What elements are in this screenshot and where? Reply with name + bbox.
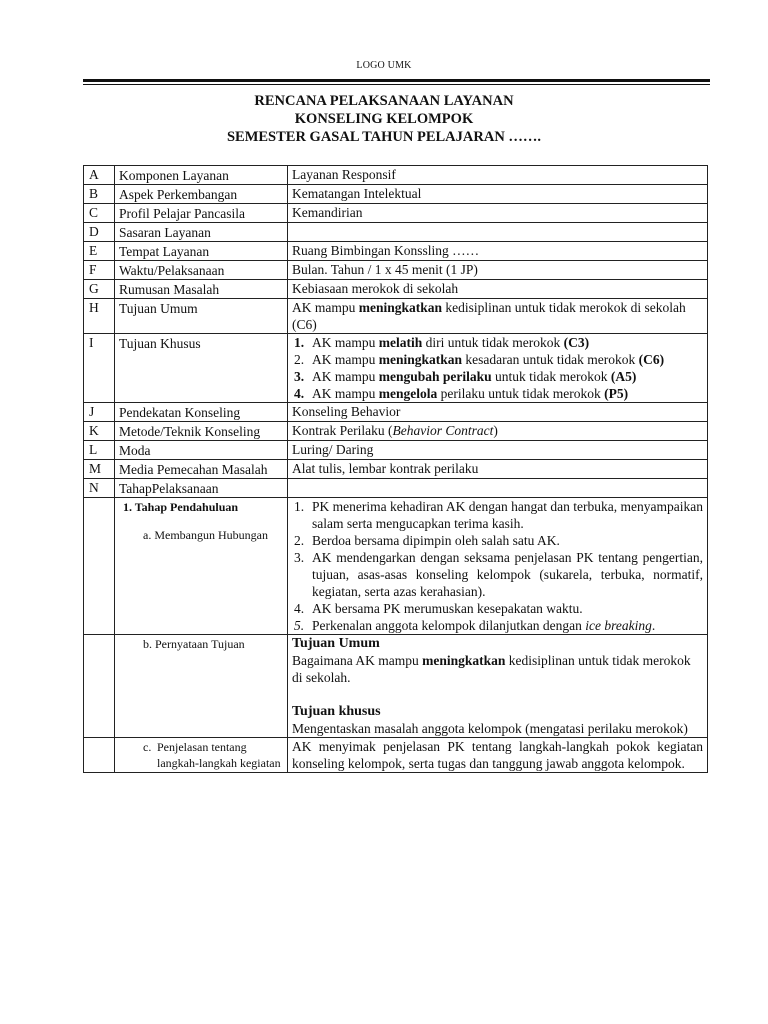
row-value: Kematangan Intelektual: [288, 185, 708, 204]
row-code: I: [84, 334, 115, 403]
table-row: [84, 166, 708, 185]
table-row: [84, 422, 708, 441]
tujuan-umum-value: [288, 299, 708, 334]
logo-placeholder: LOGO UMK: [356, 60, 412, 71]
table-row: [84, 334, 708, 403]
sub-prefix: c.: [143, 740, 152, 754]
stage-a-value: [288, 498, 708, 635]
row-label: TahapPelaksanaan: [115, 479, 288, 498]
row-code: C: [84, 204, 115, 223]
level-tag: (A5): [610, 369, 637, 384]
text-run-bold: meningkatkan: [378, 352, 463, 367]
text-run-bold: melatih: [378, 335, 423, 350]
stage-label-cell: [115, 635, 288, 738]
stage-b-value: [288, 635, 708, 738]
row-code: D: [84, 223, 115, 242]
item-number: 2.: [294, 533, 305, 548]
list-item: [292, 498, 703, 532]
row-code: E: [84, 242, 115, 261]
text-run: diri untuk tidak merokok: [422, 335, 564, 350]
row-code: A: [84, 166, 115, 185]
table-row: [84, 185, 708, 204]
stage-1-label: 1. Tahap Pendahuluan: [123, 500, 239, 514]
row-label: Rumusan Masalah: [115, 280, 288, 299]
document-title: [0, 92, 768, 146]
item-text: Perkenalan anggota kelompok dilanjutkan dengan: [312, 618, 586, 633]
table-row: [84, 441, 708, 460]
list-item: [292, 368, 703, 385]
table-row: [84, 242, 708, 261]
tujuan-umum-heading: Tujuan Umum: [292, 636, 380, 651]
row-value: Layanan Responsif: [288, 166, 708, 185]
level-tag: (C3): [563, 335, 590, 350]
text-run-italic: ice breaking: [585, 618, 652, 633]
text-run: AK mampu: [312, 369, 379, 384]
stage-a-list: [292, 498, 703, 634]
item-text: PK menerima kehadiran AK dengan hangat dan terbuka, menyampaikan salam serta mengucapkan terima kasih.: [312, 499, 703, 531]
row-value: Ruang Bimbingan Konssling ……: [288, 242, 708, 261]
item-number: 4.: [294, 386, 305, 401]
table-row: [84, 204, 708, 223]
item-number: 5.: [294, 618, 305, 633]
row-code: L: [84, 441, 115, 460]
tujuan-khusus-list: [292, 334, 703, 402]
tujuan-khusus-heading: Tujuan khusus: [292, 704, 381, 719]
text-run: kedisiplinan untuk tidak merokok di sekolah.: [292, 653, 691, 685]
header-rule-thick: [83, 79, 710, 82]
item-number: 2.: [294, 352, 305, 367]
text-run-bold: mengubah perilaku: [378, 369, 492, 384]
list-item: [292, 334, 703, 351]
sub-text: Penjelasan tentang langkah-langkah kegiatan: [157, 740, 281, 770]
row-label: Metode/Teknik Konseling: [115, 422, 288, 441]
item-text: Berdoa bersama dipimpin oleh salah satu AK.: [312, 533, 560, 548]
list-item: [292, 600, 703, 617]
row-value: Kemandirian: [288, 204, 708, 223]
list-item: [292, 351, 703, 368]
title-line-2: KONSELING KELOMPOK: [294, 111, 474, 127]
text-run-bold: meningkatkan: [358, 300, 443, 315]
title-line-1: RENCANA PELAKSANAAN LAYANAN: [254, 93, 514, 109]
table-row: [84, 280, 708, 299]
text-run: kedisiplinan untuk tidak merokok di sekolah (C6): [292, 300, 686, 332]
row-code: N: [84, 479, 115, 498]
level-tag: (P5): [604, 386, 629, 401]
stage-c-label: [119, 739, 283, 771]
text-run: Kontrak Perilaku (: [292, 423, 393, 438]
table-row: [84, 299, 708, 334]
table-row: [84, 635, 708, 738]
row-label: Aspek Perkembangan: [115, 185, 288, 204]
empty-code-cell: [84, 635, 115, 738]
row-code: M: [84, 460, 115, 479]
tujuan-khusus-value: [288, 334, 708, 403]
text-run: AK mampu: [312, 335, 379, 350]
row-value: Konseling Behavior: [288, 403, 708, 422]
table-row: [84, 479, 708, 498]
text-run: perilaku untuk tidak merokok: [437, 386, 605, 401]
text-run-italic: Behavior Contract: [392, 423, 494, 438]
row-code: F: [84, 261, 115, 280]
item-number: 1.: [294, 499, 305, 514]
item-text: AK mendengarkan dengan seksama penjelasan PK tentang pengertian, tujuan, asas-asas konseling kelompok (sukarela, terbuka, normatif, kegiatan, serta azas kerahasian).: [312, 550, 703, 599]
row-label: Tempat Layanan: [115, 242, 288, 261]
stage-b-label: b. Pernyataan Tujuan: [143, 637, 245, 651]
stage-c-value: AK menyimak penjelasan PK tentang langkah-langkah pokok kegiatan konseling kelompok, serta tugas dan tanggung jawab anggota kelompok.: [288, 738, 708, 773]
table-row: [84, 460, 708, 479]
text-run-bold: meningkatkan: [422, 653, 506, 668]
row-label: Komponen Layanan: [115, 166, 288, 185]
stage-label-cell: [115, 498, 288, 635]
item-number: 3.: [294, 369, 305, 384]
row-code: G: [84, 280, 115, 299]
item-number: 3.: [294, 550, 305, 565]
table-row: [84, 261, 708, 280]
list-item: [292, 532, 703, 549]
item-text: AK bersama PK merumuskan kesepakatan waktu.: [312, 601, 583, 616]
row-value: [288, 223, 708, 242]
stage-a-label: a. Membangun Hubungan: [143, 528, 268, 542]
table-row: [84, 223, 708, 242]
row-value: Bulan. Tahun / 1 x 45 menit (1 JP): [288, 261, 708, 280]
table-row: [84, 403, 708, 422]
list-item: [292, 617, 703, 634]
empty-code-cell: [84, 738, 115, 773]
title-line-3: SEMESTER GASAL TAHUN PELAJARAN …….: [226, 129, 542, 145]
metode-value: [288, 422, 708, 441]
row-label: Sasaran Layanan: [115, 223, 288, 242]
row-value: Alat tulis, lembar kontrak perilaku: [288, 460, 708, 479]
row-code: J: [84, 403, 115, 422]
tujuan-khusus-text: Mengentaskan masalah anggota kelompok (mengatasi perilaku merokok): [292, 721, 688, 736]
text-run: AK mampu: [292, 300, 359, 315]
row-code: B: [84, 185, 115, 204]
text-run: kesadaran untuk tidak merokok: [462, 352, 639, 367]
row-value: Luring/ Daring: [288, 441, 708, 460]
table-row: [84, 738, 708, 773]
item-number: 4.: [294, 601, 305, 616]
row-label: Tujuan Khusus: [115, 334, 288, 403]
level-tag: (C6): [638, 352, 665, 367]
plan-table: [83, 165, 708, 773]
row-label: Tujuan Umum: [115, 299, 288, 334]
header-rule-thin: [83, 84, 710, 85]
text-run: AK mampu: [312, 386, 379, 401]
stage-label-cell: [115, 738, 288, 773]
row-label: Waktu/Pelaksanaan: [115, 261, 288, 280]
text-run: .: [651, 618, 656, 633]
empty-code-cell: [84, 498, 115, 635]
row-code: H: [84, 299, 115, 334]
text-run: AK mampu: [312, 352, 379, 367]
list-item: [292, 385, 703, 402]
list-item: [292, 549, 703, 600]
row-value: Kebiasaan merokok di sekolah: [288, 280, 708, 299]
text-run-bold: mengelola: [378, 386, 438, 401]
text-run: Bagaimana AK mampu: [292, 653, 423, 668]
text-run: untuk tidak merokok: [491, 369, 611, 384]
row-label: Profil Pelajar Pancasila: [115, 204, 288, 223]
row-value: [288, 479, 708, 498]
tujuan-umum-text: [292, 652, 703, 686]
row-code: K: [84, 422, 115, 441]
item-number: 1.: [294, 335, 305, 350]
row-label: Media Pemecahan Masalah: [115, 460, 288, 479]
text-run: ): [493, 423, 498, 438]
table-row: [84, 498, 708, 635]
row-label: Moda: [115, 441, 288, 460]
row-label: Pendekatan Konseling: [115, 403, 288, 422]
